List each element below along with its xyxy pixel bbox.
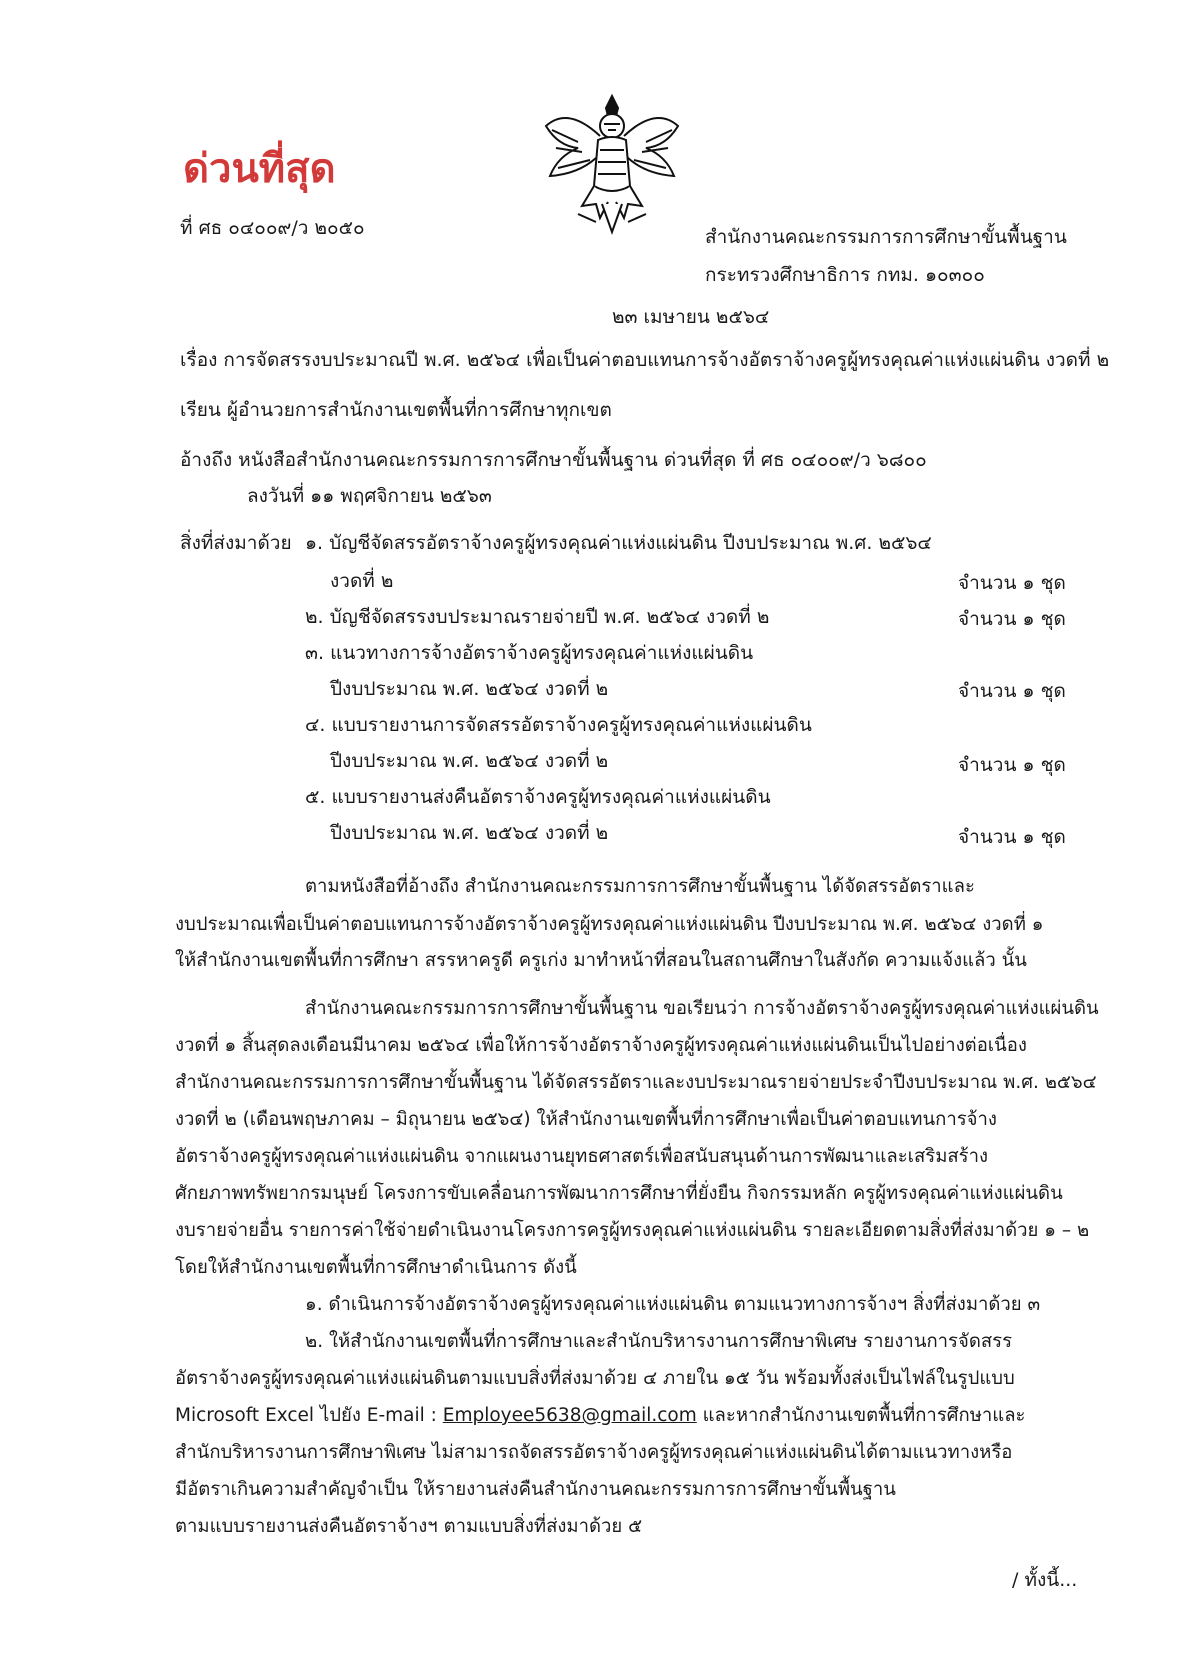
action-item-2: ๒. ให้สำนักงานเขตพื้นที่การศึกษาและสำนักบริหารงานการศึกษาพิเศษ รายงานการจัดสรร	[305, 1331, 1013, 1352]
subject-line: เรื่อง การจัดสรรงบประมาณปี พ.ศ. ๒๕๖๔ เพื่อเป็นค่าตอบแทนการจ้างอัตราจ้างครูผู้ทรงคุณค่าแห่งแผ่นดิน งวดที่ ๒	[180, 349, 1110, 371]
org-name: สำนักงานคณะกรรมการการศึกษาขั้นพื้นฐาน	[705, 226, 1067, 248]
email-prefix-text: Microsoft Excel ไปยัง E-mail :	[175, 1405, 443, 1426]
reference-number: ที่ ศธ ๐๔๐๐๙/ว ๒๐๕๐	[180, 217, 365, 239]
enclosure-item-4: ๔. แบบรายงานการจัดสรรอัตราจ้างครูผู้ทรงคุณค่าแห่งแผ่นดิน	[305, 714, 812, 736]
action-item-1: ๑. ดำเนินการจ้างอัตราจ้างครูผู้ทรงคุณค่าแห่งแผ่นดิน ตามแนวทางการจ้างฯ สิ่งที่ส่งมาด้วย ๓	[305, 1294, 1041, 1315]
enclosure-item-5-qty: จำนวน ๑ ชุด	[958, 826, 1066, 848]
paragraph-2-line: งวดที่ ๒ (เดือนพฤษภาคม – มิถุนายน ๒๕๖๔) ให้สำนักงานเขตพื้นที่การศึกษาเพื่อเป็นค่าตอบแทนการจ้าง	[175, 1109, 997, 1130]
urgent-label: ด่วนที่สุด	[183, 145, 336, 192]
paragraph-1-line: ตามหนังสือที่อ้างถึง สำนักงานคณะกรรมการการศึกษาขั้นพื้นฐาน ได้จัดสรรอัตราและ	[305, 876, 975, 897]
recipient-line: เรียน ผู้อำนวยการสำนักงานเขตพื้นที่การศึกษาทุกเขต	[180, 399, 612, 421]
email-suffix-text: และหากสำนักงานเขตพื้นที่การศึกษาและ	[696, 1405, 1026, 1426]
enclosure-item-5: ๕. แบบรายงานส่งคืนอัตราจ้างครูผู้ทรงคุณค่าแห่งแผ่นดิน	[305, 786, 771, 808]
enclosure-item-1-qty: จำนวน ๑ ชุด	[958, 572, 1066, 594]
paragraph-2-line: โดยให้สำนักงานเขตพื้นที่การศึกษาดำเนินการ ดังนี้	[175, 1257, 577, 1278]
continued-marker: / ทั้งนี้...	[1012, 1569, 1078, 1591]
paragraph-2-line: สำนักงานคณะกรรมการการศึกษาขั้นพื้นฐาน ได้จัดสรรอัตราและงบประมาณรายจ่ายประจำปีงบประมาณ พ.ศ. ๒๕๖๔	[175, 1072, 1097, 1093]
paragraph-2-line: งบรายจ่ายอื่น รายการค่าใช้จ่ายดำเนินงานโครงการครูผู้ทรงคุณค่าแห่งแผ่นดิน รายละเอียดตามสิ่งที่ส่งมาด้วย ๑ – ๒	[175, 1220, 1090, 1241]
enclosure-item-1-cont: งวดที่ ๒	[330, 570, 394, 592]
paragraph-2-line: อัตราจ้างครูผู้ทรงคุณค่าแห่งแผ่นดิน จากแผนงานยุทธศาสตร์เพื่อสนับสนุนด้านการพัฒนาและเสริมสร้าง	[175, 1146, 989, 1167]
enclosures-label: สิ่งที่ส่งมาด้วย	[180, 532, 292, 554]
email-link[interactable]: Employee5638@gmail.com	[442, 1405, 697, 1426]
enclosure-item-2: ๒. บัญชีจัดสรรงบประมาณรายจ่ายปี พ.ศ. ๒๕๖๔ งวดที่ ๒	[305, 606, 770, 628]
reference-date-line: ลงวันที่ ๑๑ พฤศจิกายน ๒๕๖๓	[247, 485, 492, 507]
enclosure-item-3-cont: ปีงบประมาณ พ.ศ. ๒๕๖๔ งวดที่ ๒	[330, 678, 609, 700]
enclosure-item-1: ๑. บัญชีจัดสรรอัตราจ้างครูผู้ทรงคุณค่าแห่งแผ่นดิน ปีงบประมาณ พ.ศ. ๒๕๖๔	[305, 532, 932, 554]
garuda-emblem-icon	[538, 86, 686, 236]
action-item-2-cont: มีอัตราเกินความสำคัญจำเป็น ให้รายงานส่งคืนสำนักงานคณะกรรมการการศึกษาขั้นพื้นฐาน	[175, 1479, 896, 1500]
paragraph-1-line: ให้สำนักงานเขตพื้นที่การศึกษา สรรหาครูดี ครูเก่ง มาทำหน้าที่สอนในสถานศึกษาในสังกัด ความแจ้งแล้ว นั้น	[175, 950, 1027, 971]
enclosure-item-2-qty: จำนวน ๑ ชุด	[958, 608, 1066, 630]
enclosure-item-4-qty: จำนวน ๑ ชุด	[958, 754, 1066, 776]
enclosure-item-5-cont: ปีงบประมาณ พ.ศ. ๒๕๖๔ งวดที่ ๒	[330, 822, 609, 844]
enclosure-item-3-qty: จำนวน ๑ ชุด	[958, 680, 1066, 702]
action-item-2-cont: อัตราจ้างครูผู้ทรงคุณค่าแห่งแผ่นดินตามแบบสิ่งที่ส่งมาด้วย ๔ ภายใน ๑๕ วัน พร้อมทั้งส่งเป็นไฟล์ในรูปแบบ	[175, 1368, 1015, 1389]
enclosure-item-4-cont: ปีงบประมาณ พ.ศ. ๒๕๖๔ งวดที่ ๒	[330, 750, 609, 772]
paragraph-1-line: งบประมาณเพื่อเป็นค่าตอบแทนการจ้างอัตราจ้างครูผู้ทรงคุณค่าแห่งแผ่นดิน ปีงบประมาณ พ.ศ. ๒๕๖๔ งวดที่ ๑	[175, 914, 1044, 935]
action-item-2-cont: สำนักบริหารงานการศึกษาพิเศษ ไม่สามารถจัดสรรอัตราจ้างครูผู้ทรงคุณค่าแห่งแผ่นดินได้ตามแนวทางหรือ	[175, 1442, 1013, 1463]
reference-line: อ้างถึง หนังสือสำนักงานคณะกรรมการการศึกษาขั้นพื้นฐาน ด่วนที่สุด ที่ ศธ ๐๔๐๐๙/ว ๖๘๐๐	[180, 449, 927, 471]
action-item-2-cont: ตามแบบรายงานส่งคืนอัตราจ้างฯ ตามแบบสิ่งที่ส่งมาด้วย ๕	[175, 1516, 643, 1537]
paragraph-2-line: ศักยภาพทรัพยากรมนุษย์ โครงการขับเคลื่อนการพัฒนาการศึกษาที่ยั่งยืน กิจกรรมหลัก ครูผู้ทรงคุณค่าแห่งแผ่นดิน	[175, 1183, 1063, 1204]
action-item-2-email-line	[175, 1401, 1025, 1430]
organization-address	[705, 218, 1067, 294]
document-date: ๒๓ เมษายน ๒๕๖๔	[612, 306, 770, 328]
paragraph-2-line: สำนักงานคณะกรรมการการศึกษาขั้นพื้นฐาน ขอเรียนว่า การจ้างอัตราจ้างครูผู้ทรงคุณค่าแห่งแผ่นดิน	[305, 998, 1099, 1019]
paragraph-2-line: งวดที่ ๑ สิ้นสุดลงเดือนมีนาคม ๒๕๖๔ เพื่อให้การจ้างอัตราจ้างครูผู้ทรงคุณค่าแห่งแผ่นดินเป็นไปอย่างต่อเนื่อง	[175, 1035, 1027, 1056]
org-location: กระทรวงศึกษาธิการ กทม. ๑๐๓๐๐	[705, 264, 985, 286]
enclosure-item-3: ๓. แนวทางการจ้างอัตราจ้างครูผู้ทรงคุณค่าแห่งแผ่นดิน	[305, 642, 754, 664]
